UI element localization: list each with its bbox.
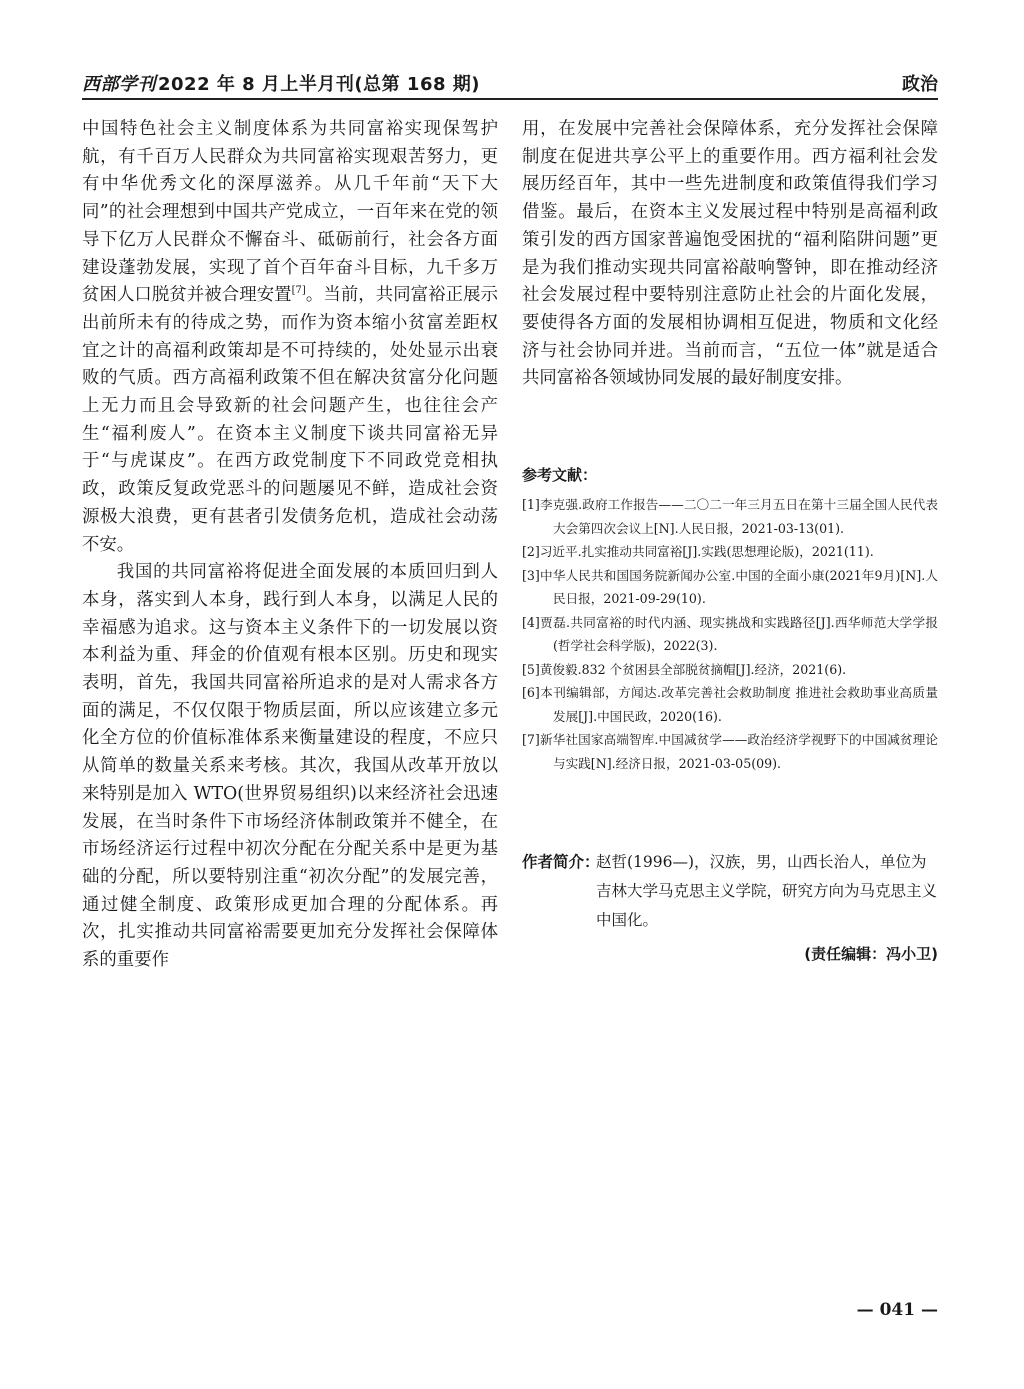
right-column — [522, 116, 938, 393]
reference-item: [1]李克强.政府工作报告——二〇二一年三月五日在第十三届全国人民代表大会第四次会议上[N].人民日报，2021-03-13(01). — [522, 497, 938, 536]
running-header — [82, 68, 938, 100]
reference-item: [7]新华社国家高端智库.中国减贫学——政治经济学视野下的中国减贫理论与实践[N].经济日报，2021-03-05(09). — [522, 732, 938, 771]
journal-logo: 西部学刊 — [82, 74, 156, 95]
reference-item: [6]本刊编辑部，方闻达.改革完善社会救助制度 推进社会救助事业高质量发展[J].中国民政，2020(16). — [522, 685, 938, 724]
left-paragraph-1 — [82, 116, 498, 559]
right-paragraph-1: 用，在发展中完善社会保障体系，充分发挥社会保障制度在促进共享公平上的重要作用。西方福利社会发展历经百年，其中一些先进制度和政策值得我们学习借鉴。最后，在资本主义发展过程中特别是高福利政策引发的西方国家普遍饱受困扰的“福利陷阱问题”更是为我们推动实现共同富裕敲响警钟，即在推动经济社会发展过程中要特别注意防止社会的片面化发展，要使得各方面的发展相协调相互促进，物质和文化经济与社会协同并进。当前而言，“五位一体”就是适合共同富裕各领域协同发展的最好制度安排。 — [522, 119, 938, 389]
header-rule — [82, 98, 938, 100]
references-list — [522, 493, 938, 775]
section-label: 政治 — [902, 74, 938, 95]
page-number: — 041 — — [856, 1300, 938, 1320]
author-bio-text: 赵哲(1996—)，汉族，男，山西长治人，单位为吉林大学马克思主义学院，研究方向为马克思主义中国化。 — [596, 853, 938, 929]
references-title: 参考文献： — [522, 466, 598, 484]
left-paragraph-1-tail: 。当前，共同富裕正展示出前所未有的待成之势，而作为资本缩小贫富差距权宜之计的高福利政策却是不可持续的，处处显示出衰败的气质。西方高福利政策不但在解决贫富分化问题上无力而且会导致新的社会问题产生，也往往会产生“福利废人”。在资本主义制度下谈共同富裕无异于“与虎谋皮”。在西方政党制度下不同政党竞相执政，政策反复政党恶斗的问题屡见不鲜，造成社会资源极大浪费，更有甚者引发债务危机，造成社会动荡不安。 — [82, 285, 498, 555]
reference-item: [4]贾磊.共同富裕的时代内涵、现实挑战和实践路径[J].西华师范大学学报(哲学社会科学版)，2022(3). — [522, 614, 938, 653]
left-column — [82, 116, 498, 975]
reference-item: [2]习近平.扎实推动共同富裕[J].实践(思想理论版)，2021(11). — [522, 544, 874, 559]
journal-issue: 2022 年 8 月上半月刊(总第 168 期) — [158, 74, 480, 95]
citation-7: [7] — [291, 285, 306, 297]
author-bio-label: 作者简介： — [522, 853, 600, 871]
reference-item: [5]黄俊毅.832 个贫困县全部脱贫摘帽[J].经济，2021(6). — [522, 661, 847, 677]
journal-title — [82, 70, 480, 96]
left-paragraph-2: 我国的共同富裕将促进全面发展的本质回归到人本身，落实到人本身，践行到人本身，以满足人民的幸福感为追求。这与资本主义条件下的一切发展以资本利益为重、拜金的价值观有根本区别。历史和现实表明，首先，我国共同富裕所追求的是对人需求各方面的满足，不仅仅限于物质层面，所以应该建立多元化全方位的价值标准体系来衡量建设的程度，不应只从简单的数量关系来考核。其次，我国从改革开放以来特别是加入 WTO(世界贸易组织)以来经济社会迅速发展，在当时条件下市场经济体制政策并不健全，在市场经济运行过程中初次分配在分配关系中是更为基础的分配，所以要特别注重“初次分配”的发展完善，通过健全制度、政策形成更加合理的分配体系。再次，扎实推动共同富裕需要更加充分发挥社会保障体系的重要作 — [82, 562, 498, 971]
author-bio — [522, 848, 938, 935]
responsible-editor: (责任编辑：冯小卫) — [804, 945, 938, 963]
reference-item: [3]中华人民共和国国务院新闻办公室.中国的全面小康(2021年9月)[N].人民日报，2021-09-29(10). — [522, 567, 938, 606]
left-paragraph-1-text: 中国特色社会主义制度体系为共同富裕实现保驾护航，有千百万人民群众为共同富裕实现艰苦努力，更有中华优秀文化的深厚滋养。从几千年前“天下大同”的社会理想到中国共产党成立，一百年来在党的领导下亿万人民群众不懈奋斗、砥砺前行，社会各方面建设蓬勃发展，实现了首个百年奋斗目标，九千多万贫困人口脱贫并被合理安置 — [82, 119, 498, 306]
